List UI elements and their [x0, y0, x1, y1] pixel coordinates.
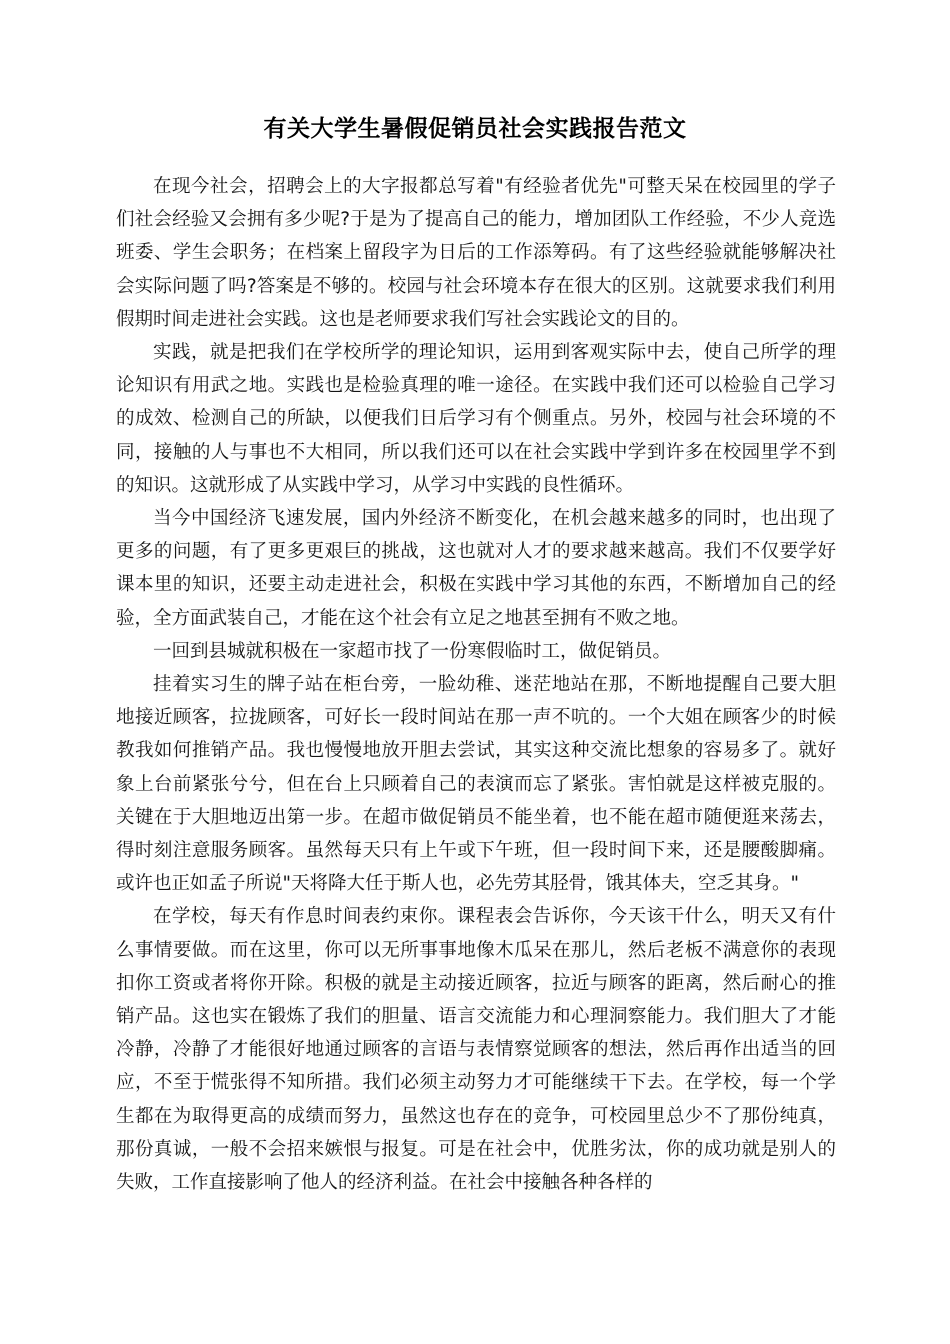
- paragraph-5: 挂着实习生的牌子站在柜台旁，一脸幼稚、迷茫地站在那，不断地提醒自己要大胆地接近顾客，拉拢顾客，可好长一段时间站在那一声不吭的。一个大姐在顾客少的时候教我如何推销产品。我也慢慢地放开胆去尝试，其实这种交流比想象的容易多了。就好象上台前紧张兮兮，但在台上只顾着自己的表演而忘了紧张。害怕就是这样被克服的。关键在于大胆地迈出第一步。在超市做促销员不能坐着，也不能在超市随便逛来荡去，得时刻注意服务顾客。虽然每天只有上午或下午班，但一段时间下来，还是腰酸脚痛。或许也正如孟子所说"天将降大任于斯人也，必先劳其胫骨，饿其体夫，空乏其身。": [116, 674, 836, 895]
- paragraph-4: 一回到县城就积极在一家超市找了一份寒假临时工，做促销员。: [153, 640, 672, 662]
- paragraph-3: 当今中国经济飞速发展，国内外经济不断变化，在机会越来越多的同时，也出现了更多的问题，有了更多更艰巨的挑战，这也就对人才的要求越来越高。我们不仅要学好课本里的知识，还要主动走进社会，积极在实践中学习其他的东西，不断增加自己的经验，全方面武装自己，才能在这个社会有立足之地甚至拥有不败之地。: [116, 508, 836, 629]
- document-title: 有关大学生暑假促销员社会实践报告范文: [263, 116, 687, 142]
- paragraph-1: 在现今社会，招聘会上的大字报都总写着"有经验者优先"可整天呆在校园里的学子们社会经验又会拥有多少呢?于是为了提高自己的能力，增加团队工作经验，不少人竞选班委、学生会职务；在档案上留段字为日后的工作添筹码。有了这些经验就能够解决社会实际问题了吗?答案是不够的。校园与社会环境本存在很大的区别。这就要求我们利用假期时间走进社会实践。这也是老师要求我们写社会实践论文的目的。: [116, 176, 836, 330]
- paragraph-6: 在学校，每天有作息时间表约束你。课程表会告诉你，今天该干什么，明天又有什么事情要做。而在这里，你可以无所事事地像木瓜呆在那儿，然后老板不满意你的表现扣你工资或者将你开除。积极的就是主动接近顾客，拉近与顾客的距离，然后耐心的推销产品。这也实在锻炼了我们的胆量、语言交流能力和心理洞察能力。我们胆大了才能冷静，冷静了才能很好地通过顾客的言语与表情察觉顾客的想法，然后再作出适当的回应，不至于慌张得不知所措。我们必须主动努力才可能继续干下去。在学校，每一个学生都在为取得更高的成绩而努力，虽然这也存在的竞争，可校园里总少不了那份纯真，那份真诚，一般不会招来嫉恨与报复。可是在社会中，优胜劣汰，你的成功就是别人的失败，工作直接影响了他人的经济利益。在社会中接触各种各样的: [116, 906, 836, 1194]
- document-body: [116, 170, 836, 1199]
- paragraph-2: 实践，就是把我们在学校所学的理论知识，运用到客观实际中去，使自己所学的理论知识有用武之地。实践也是检验真理的唯一途径。在实践中我们还可以检验自己学习的成效、检测自己的所缺，以便我们日后学习有个侧重点。另外，校园与社会环境的不同，接触的人与事也不大相同，所以我们还可以在社会实践中学到许多在校园里学不到的知识。这就形成了从实践中学习，从学习中实践的良性循环。: [116, 342, 836, 496]
